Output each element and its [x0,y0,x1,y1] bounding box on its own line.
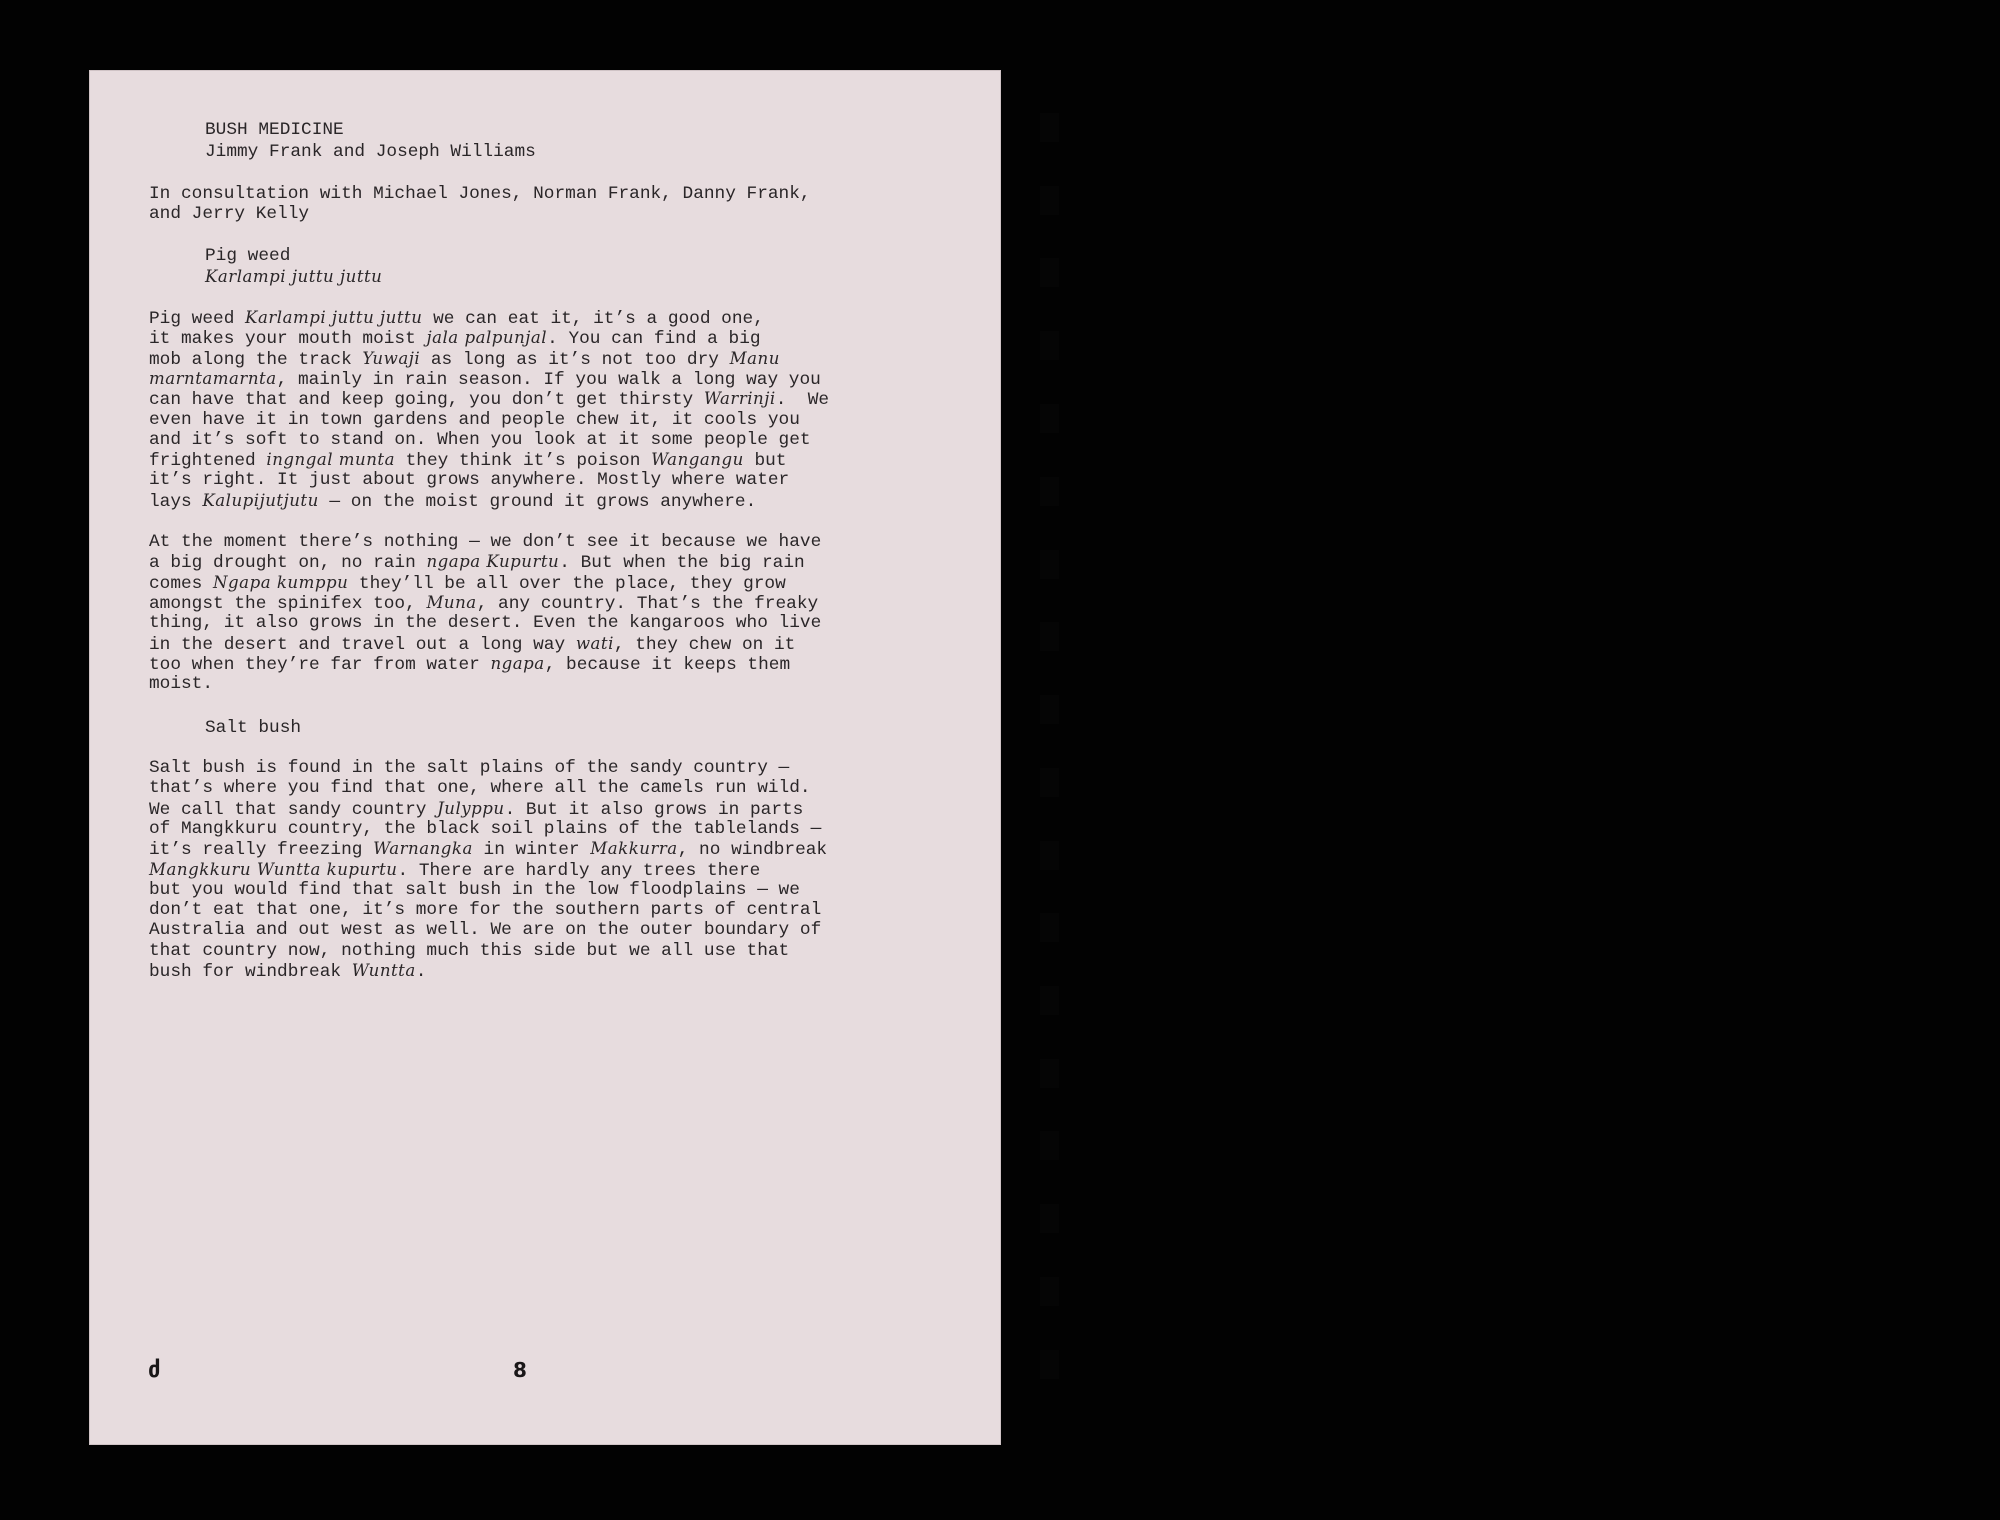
text-line [149,328,761,349]
italic-term: Kalupijutjutu [202,490,319,510]
text-run: can have that and keep going, you don’t get thirsty [149,390,704,411]
italic-term: jala palpunjal [426,328,548,348]
text-run: too when they’re far from water [149,654,491,675]
text-line [149,491,756,512]
text-run: — on the moist ground it grows anywhere. [318,491,757,512]
text-run: frightened [149,451,267,472]
text-line [149,308,764,329]
italic-term: Warnangka [373,839,473,859]
text-run: . But it also grows in parts [504,799,804,820]
text-run: , no windbreak [677,840,828,861]
text-run: lays [149,491,203,512]
text-run: comes [149,573,214,594]
text-line [149,799,803,820]
text-run: they think it’s poison [394,451,652,472]
text-run: but you would find that salt bush in the low floodplains — we [149,879,800,900]
text-run: . We [775,390,830,411]
italic-term: Makkurra [590,839,678,859]
text-run: We call that sandy country [149,799,438,820]
punch-hole [1040,550,1059,579]
italic-term: Wuntta [351,961,416,980]
text-run: amongst the spinifex too, [149,593,427,614]
document-page [89,70,1001,1445]
punch-hole [1040,1204,1059,1233]
text-line [149,961,426,982]
text-run: but [743,451,787,472]
punch-hole [1040,622,1059,651]
punch-hole [1040,186,1059,215]
text-run: . You can find a big [547,329,761,350]
punch-hole [1040,768,1059,797]
punch-hole [1040,986,1059,1015]
text-line [149,552,805,573]
text-run: that country now, nothing much this side but we all use that [149,940,790,961]
italic-term: Mangkkuru Wuntta kupurtu [149,859,398,879]
punch-hole [1040,1277,1059,1306]
page-number: 8 [513,1358,527,1382]
text-run: they’ll be all over the place, they grow [348,573,786,594]
text-run: even have it in town gardens and people chew it, it cools you [149,409,800,430]
text-line [149,880,800,900]
text-run: in winter [472,840,591,861]
text-run: it’s right. It just about grows anywhere. Mostly where water [149,470,790,491]
text-line [149,389,829,410]
text-line [149,758,789,778]
text-run: Pig weed [149,309,246,329]
punch-hole [1040,1350,1059,1379]
punch-hole [1040,1059,1059,1088]
text-run: . There are hardly any trees there [397,860,761,881]
punch-hole [1040,477,1059,506]
text-run: At the moment there’s nothing — we don’t see it because we have [149,532,822,552]
text-line [149,470,789,490]
text-line [149,532,821,552]
text-run: we can eat it, it’s a good one, [422,309,764,329]
italic-term: ingngal munta [266,450,395,470]
text-line [149,654,790,675]
text-run: thing, it also grows in the desert. Even the kangaroos who live [149,613,822,634]
text-run: it’s really freezing [149,840,374,861]
section-heading-salt-bush: Salt bush [205,718,302,738]
punch-hole [1040,404,1059,433]
section-subheading-karlampi: Karlampi juttu juttu [205,267,383,286]
text-line [149,819,821,839]
text-line [149,900,821,920]
italic-term: Wangangu [651,450,744,470]
punch-hole [1040,1131,1059,1160]
text-run: and it’s soft to stand on. When you look at it some people get [149,429,811,450]
punch-hole [1040,258,1059,287]
text-line [149,349,780,370]
text-run: bush for windbreak [149,962,352,982]
text-run: it makes your mouth moist [149,329,427,350]
italic-term: ngapa [490,653,545,673]
punch-hole [1040,841,1059,870]
italic-term: Ngapa kumppu [213,572,349,592]
italic-term: Muna [426,592,477,612]
text-run: , they chew on it [613,634,796,655]
text-line [149,634,795,655]
text-run: Australia and out west as well. We are on the outer boundary of [149,920,822,941]
text-line [149,674,213,694]
text-run: , because it keeps them [544,654,791,675]
text-line [149,593,818,614]
text-line [149,920,821,940]
text-run: moist. [149,674,214,695]
text-line [149,839,827,860]
text-run: , any country. That’s the freaky [476,593,819,614]
text-line [149,410,800,430]
italic-term: Manu [729,348,780,368]
text-run: of Mangkkuru country, the black soil plains of the tablelands — [149,818,822,839]
text-run: as long as it’s not too dry [420,349,730,370]
document-authors: Jimmy Frank and Joseph Williams [205,142,536,162]
consultation-line: and Jerry Kelly [149,204,310,224]
punch-hole [1040,331,1059,360]
text-run: a big drought on, no rain [149,553,427,574]
italic-term: wati [575,633,614,653]
text-run: mob along the track [149,349,363,370]
text-line [149,941,789,961]
italic-term: Julyppu [437,798,505,818]
punch-hole [1040,913,1059,942]
punch-hole [1040,695,1059,724]
text-run: that’s where you find that one, where all the camels run wild. [149,778,811,799]
text-run: Salt bush is found in the salt plains of the sandy country — [149,758,790,778]
italic-term: Yuwaji [362,348,421,368]
text-line [149,369,821,390]
text-run: don’t eat that one, it’s more for the southern parts of central [149,900,822,921]
italic-term: Warrinji [703,389,776,409]
italic-term: Karlampi juttu juttu [245,308,423,327]
section-heading-pig-weed: Pig weed [205,246,291,266]
text-line [149,450,786,471]
text-run: . But when the big rain [559,553,805,574]
text-run: . [415,962,427,982]
text-run: in the desert and travel out a long way [149,634,576,655]
text-line [149,573,786,594]
text-run: , mainly in rain season. If you walk a long way you [276,369,821,390]
punch-hole [1040,113,1059,142]
text-line [149,613,821,633]
text-line [149,778,811,798]
italic-term: marntamarnta [149,368,277,388]
consultation-line: In consultation with Michael Jones, Norman Frank, Danny Frank, [149,184,811,204]
text-line [149,430,811,450]
document-title: BUSH MEDICINE [205,120,344,140]
footer-mark: ძ [148,1358,161,1383]
italic-term: ngapa Kupurtu [426,552,560,572]
text-line [149,860,760,881]
